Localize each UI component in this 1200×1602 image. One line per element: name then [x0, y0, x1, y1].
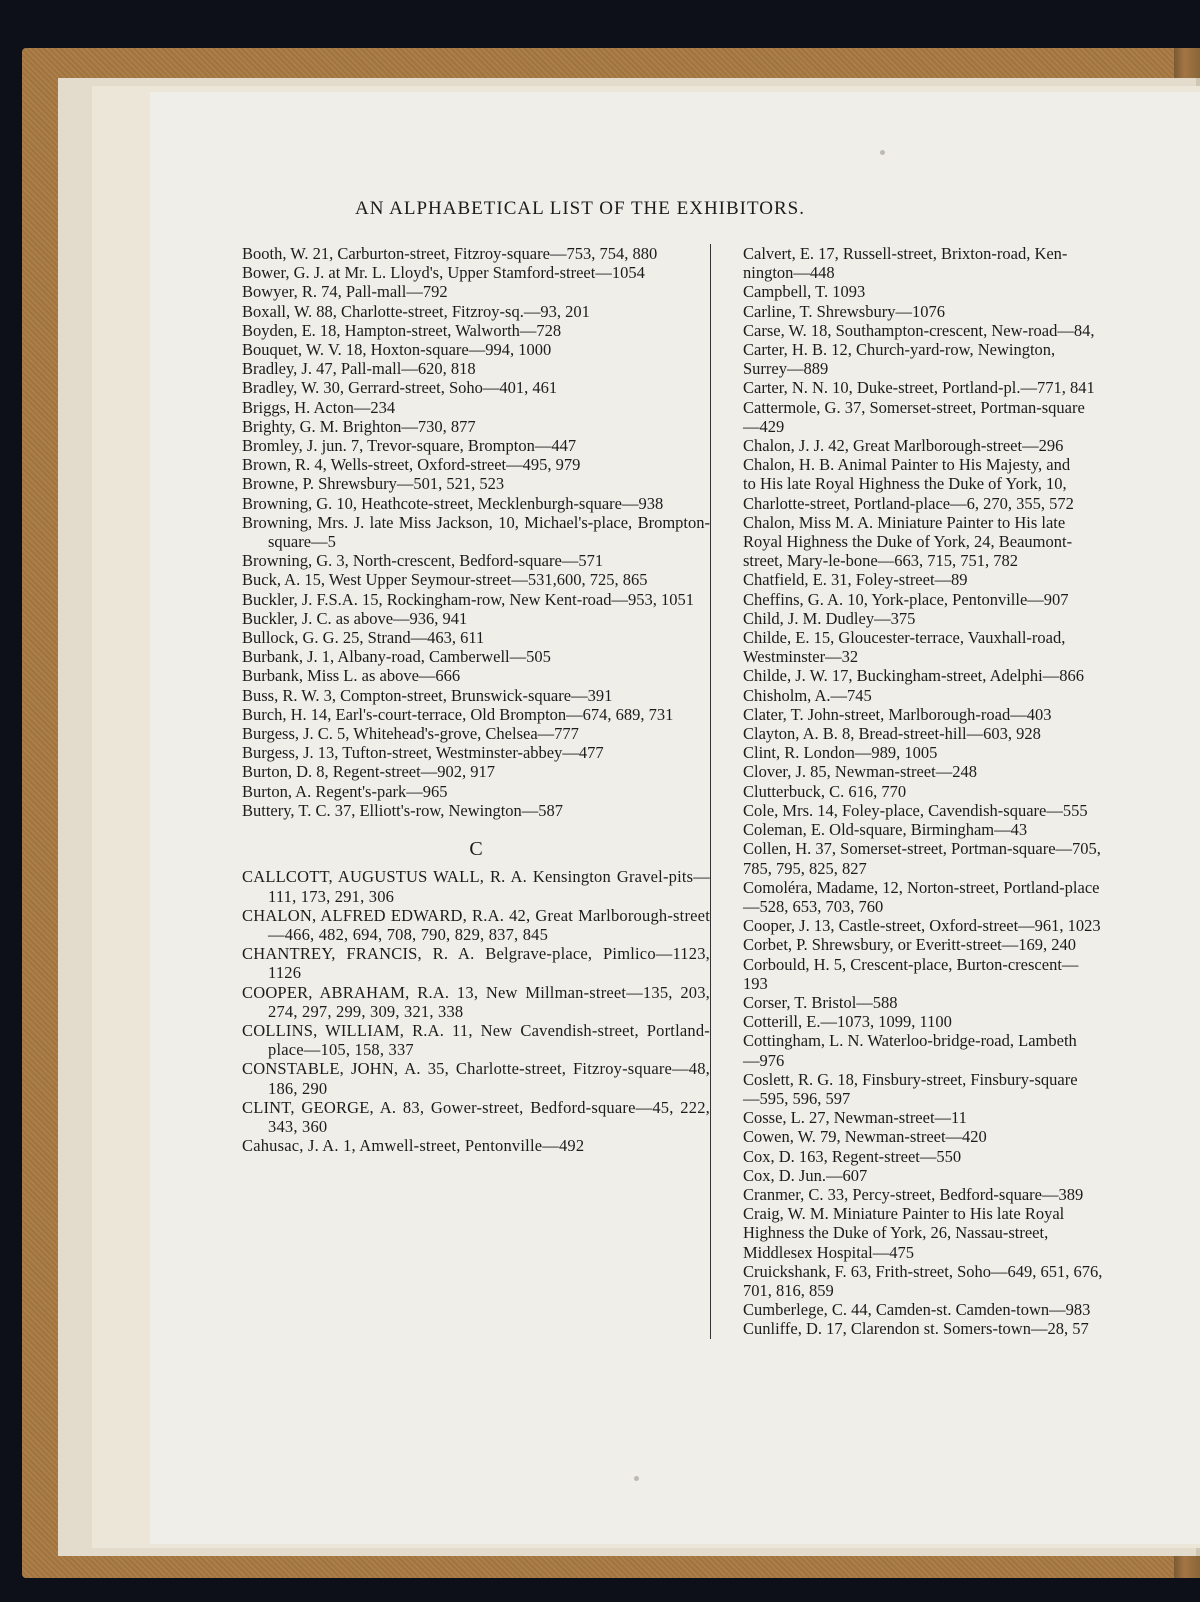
exhibitor-entry: CONSTABLE, JOHN, A. 35, Charlotte-street, Fitzroy-square—48, 186, 290: [242, 1059, 710, 1098]
exhibitor-entry: Buck, A. 15, West Upper Seymour-street—531,600, 725, 865: [242, 570, 648, 590]
exhibitor-entry: [717, 455, 1200, 513]
exhibitor-entry: Burton, D. 8, Regent-street—902, 917: [242, 762, 495, 782]
exhibitor-entry: Bower, G. J. at Mr. L. Lloyd's, Upper Stamford-street—1054: [242, 263, 645, 283]
exhibitor-entry: Browning, Mrs. J. late Miss Jackson, 10, Michael's-place, Brompton-square—5: [242, 512, 710, 552]
exhibitor-entry: [717, 743, 1200, 762]
entry-line: Coslett, R. G. 18, Finsbury-street, Finsbury-square: [743, 1069, 1078, 1089]
exhibitor-entry: [717, 782, 1200, 801]
entry-line: Clayton, A. B. 8, Bread-street-hill—603, 928: [743, 724, 1041, 744]
entry-line: Chalon, Miss M. A. Miniature Painter to His late: [743, 512, 1066, 532]
exhibitor-entry: [717, 609, 1200, 628]
exhibitor-entry: [717, 1070, 1200, 1108]
entry-line: Cruickshank, F. 63, Frith-street, Soho—649, 651, 676,: [743, 1261, 1103, 1281]
exhibitor-entry: Brighty, G. M. Brighton—730, 877: [242, 416, 476, 436]
exhibitor-entry: Bromley, J. jun. 7, Trevor-square, Brompton—447: [242, 436, 577, 456]
entry-continuation-line: —429: [743, 416, 785, 436]
entry-line: Clint, R. London—989, 1005: [743, 743, 938, 763]
exhibitor-entry: Burton, A. Regent's-park—965: [242, 781, 448, 801]
entry-line: Cumberlege, C. 44, Camden-st. Camden-town—983: [743, 1300, 1091, 1320]
entry-continuation-line: nington—448: [743, 263, 835, 283]
exhibitor-entry: [717, 724, 1200, 743]
exhibitor-entry: [717, 686, 1200, 705]
exhibitor-entry: Buss, R. W. 3, Compton-street, Brunswick-square—391: [242, 685, 613, 705]
exhibitor-entry: [717, 513, 1200, 571]
entry-continuation-line: —595, 596, 597: [743, 1088, 851, 1108]
entry-line: Cox, D. 163, Regent-street—550: [743, 1146, 962, 1166]
entry-line: Cheffins, G. A. 10, York-place, Pentonville—907: [743, 589, 1069, 609]
exhibitor-entry: Burgess, J. 13, Tufton-street, Westminster-abbey—477: [242, 743, 604, 763]
exhibitor-entry: COOPER, ABRAHAM, R.A. 13, New Millman-street—135, 203, 274, 297, 299, 309, 321, 338: [242, 982, 710, 1021]
entry-continuation-line: —528, 653, 703, 760: [743, 896, 884, 916]
entry-continuation-line: —976: [743, 1050, 785, 1070]
exhibitor-entry: Browning, G. 10, Heathcote-street, Mecklenburgh-square—938: [242, 493, 664, 513]
exhibitor-entry: [717, 993, 1200, 1012]
entry-continuation-line: Middlesex Hospital—475: [743, 1242, 914, 1262]
entry-line: Child, J. M. Dudley—375: [743, 608, 916, 628]
exhibitor-entry: Burch, H. 14, Earl's-court-terrace, Old Brompton—674, 689, 731: [242, 704, 674, 724]
exhibitor-entry: Buckler, J. F.S.A. 15, Rockingham-row, New Kent-road—953, 1051: [242, 589, 695, 609]
right-column: [710, 244, 1200, 1339]
exhibitor-entry: [717, 628, 1200, 666]
entry-continuation-line: street, Mary-le-bone—663, 715, 751, 782: [743, 551, 1018, 571]
book-page: [150, 92, 1200, 1544]
entry-line: Childe, J. W. 17, Buckingham-street, Adelphi—866: [743, 666, 1084, 686]
entry-line: Collen, H. 37, Somerset-street, Portman-square—705,: [743, 839, 1101, 859]
exhibitor-entry: [717, 1204, 1200, 1262]
entry-continuation-line: Charlotte-street, Portland-place—6, 270, 355, 572: [743, 493, 1074, 513]
exhibitor-entry: Burbank, J. 1, Albany-road, Camberwell—505: [242, 647, 551, 667]
exhibitor-entry: [717, 1319, 1200, 1338]
entry-line: Cunliffe, D. 17, Clarendon st. Somers-town—28, 57: [743, 1319, 1089, 1339]
entry-line: Chisholm, A.—745: [743, 685, 872, 705]
entry-continuation-line: 193: [743, 973, 768, 993]
entry-continuation-line: Highness the Duke of York, 26, Nassau-street,: [743, 1223, 1049, 1243]
entry-line: Chatfield, E. 31, Foley-street—89: [743, 570, 968, 590]
exhibitor-entry: [717, 1300, 1200, 1319]
entry-line: Clover, J. 85, Newman-street—248: [743, 762, 977, 782]
exhibitor-entry: Cahusac, J. A. 1, Amwell-street, Pentonville—492: [242, 1136, 585, 1156]
exhibitor-entry: [717, 935, 1200, 954]
exhibitor-entry: [717, 1031, 1200, 1069]
exhibitor-entry: [717, 244, 1200, 282]
exhibitor-entry: Browne, P. Shrewsbury—501, 521, 523: [242, 474, 505, 494]
exhibitor-entry: COLLINS, WILLIAM, R.A. 11, New Cavendish-street, Portland-place—105, 158, 337: [242, 1020, 710, 1060]
exhibitor-entry: CHANTREY, FRANCIS, R. A. Belgrave-place, Pimlico—1123, 1126: [242, 944, 710, 983]
entry-continuation-line: Westminster—32: [743, 647, 859, 667]
entry-line: Carter, H. B. 12, Church-yard-row, Newington,: [743, 340, 1056, 360]
exhibitor-entry: [717, 878, 1200, 916]
page-speck: [634, 1476, 639, 1481]
exhibitor-entry: [717, 705, 1200, 724]
entry-line: Cranmer, C. 33, Percy-street, Bedford-square—389: [743, 1184, 1084, 1204]
exhibitor-entry: [717, 801, 1200, 820]
entry-line: Corbould, H. 5, Crescent-place, Burton-crescent—: [743, 954, 1079, 974]
entry-line: Cox, D. Jun.—607: [743, 1165, 868, 1185]
exhibitor-entry: [717, 398, 1200, 436]
entry-line: Coleman, E. Old-square, Birmingham—43: [743, 820, 1028, 840]
page-speck: [880, 150, 885, 155]
exhibitor-entry: [717, 436, 1200, 455]
exhibitor-entry: [717, 1185, 1200, 1204]
entry-line: Comoléra, Madame, 12, Norton-street, Portland-place: [743, 877, 1100, 897]
exhibitor-entry: [717, 762, 1200, 781]
entry-line: Corbet, P. Shrewsbury, or Everitt-street—169, 240: [743, 935, 1077, 955]
exhibitor-entry: [717, 955, 1200, 993]
exhibitor-entry: Browning, G. 3, North-crescent, Bedford-square—571: [242, 551, 604, 571]
exhibitor-entry: Booth, W. 21, Carburton-street, Fitzroy-square—753, 754, 880: [242, 244, 658, 263]
exhibitor-entry: Bullock, G. G. 25, Strand—463, 611: [242, 628, 485, 648]
exhibitor-entry: [717, 378, 1200, 397]
entry-line: Childe, E. 15, Gloucester-terrace, Vauxhall-road,: [743, 628, 1066, 648]
entry-line: Cottingham, L. N. Waterloo-bridge-road, Lambeth: [743, 1031, 1077, 1051]
entry-continuation-line: Royal Highness the Duke of York, 24, Beaumont-: [743, 532, 1073, 552]
exhibitor-entry: Brown, R. 4, Wells-street, Oxford-street—495, 979: [242, 455, 581, 475]
exhibitor-entry: Briggs, H. Acton—234: [242, 397, 396, 417]
exhibitor-entry: [717, 340, 1200, 378]
exhibitor-entry: CHALON, ALFRED EDWARD, R.A. 42, Great Marlborough-street—466, 482, 694, 708, 790, 829, 837, 845: [242, 905, 710, 944]
exhibitor-entry: [717, 282, 1200, 301]
exhibitor-entry: Buttery, T. C. 37, Elliott's-row, Newington—587: [242, 800, 564, 820]
exhibitor-entry: CALLCOTT, AUGUSTUS WALL, R. A. Kensington Gravel-pits—111, 173, 291, 306: [242, 867, 710, 906]
entry-line: Cosse, L. 27, Newman-street—11: [743, 1108, 967, 1128]
entry-line: Carter, N. N. 10, Duke-street, Portland-pl.—771, 841: [743, 378, 1095, 398]
entry-line: Carline, T. Shrewsbury—1076: [743, 301, 945, 321]
exhibitor-entry: [717, 916, 1200, 935]
exhibitor-entry: [717, 666, 1200, 685]
exhibitor-entry: CLINT, GEORGE, A. 83, Gower-street, Bedford-square—45, 222, 343, 360: [242, 1097, 710, 1136]
exhibitor-entry: [717, 302, 1200, 321]
entry-line: Cotterill, E.—1073, 1099, 1100: [743, 1012, 952, 1032]
entry-line: Corser, T. Bristol—588: [743, 992, 898, 1012]
exhibitor-entry: Buckler, J. C. as above—936, 941: [242, 608, 468, 628]
exhibitor-entry: Boyden, E. 18, Hampton-street, Walworth—728: [242, 320, 562, 340]
exhibitor-entry: Burbank, Miss L. as above—666: [242, 666, 461, 686]
exhibitor-entry: [717, 590, 1200, 609]
exhibitor-entry: [717, 570, 1200, 589]
entry-continuation-line: 785, 795, 825, 827: [743, 858, 867, 878]
entry-continuation-line: Surrey—889: [743, 359, 829, 379]
exhibitor-entry: Bouquet, W. V. 18, Hoxton-square—994, 1000: [242, 340, 552, 360]
entry-line: Calvert, E. 17, Russell-street, Brixton-road, Ken-: [743, 244, 1068, 263]
entry-line: Craig, W. M. Miniature Painter to His late Royal: [743, 1204, 1065, 1224]
entry-continuation-line: 701, 816, 859: [743, 1280, 834, 1300]
entry-line: Clater, T. John-street, Marlborough-road—403: [743, 704, 1052, 724]
page-heading: AN ALPHABETICAL LIST OF THE EXHIBITORS.: [355, 198, 805, 219]
entry-line: Chalon, J. J. 42, Great Marlborough-street—296: [743, 436, 1064, 456]
exhibitor-entry: Bowyer, R. 74, Pall-mall—792: [242, 282, 448, 302]
exhibitor-entry: [717, 839, 1200, 877]
entry-line: Carse, W. 18, Southampton-crescent, New-road—84,: [743, 320, 1095, 340]
exhibitor-entry: [717, 1127, 1200, 1146]
left-b-entries: [242, 244, 710, 820]
exhibitor-entry: Burgess, J. C. 5, Whitehead's-grove, Chelsea—777: [242, 724, 579, 744]
exhibitor-entry: [717, 1147, 1200, 1166]
exhibitor-entry: [717, 1108, 1200, 1127]
entry-line: Clutterbuck, C. 616, 770: [743, 781, 907, 801]
entry-continuation-line: to His late Royal Highness the Duke of York, 10,: [743, 474, 1067, 494]
left-c-entries: [242, 867, 710, 1155]
exhibitor-entry: [717, 321, 1200, 340]
exhibitor-entry: Bradley, J. 47, Pall-mall—620, 818: [242, 359, 476, 379]
exhibitor-entry: [717, 820, 1200, 839]
exhibitor-entry: [717, 1262, 1200, 1300]
entry-line: Cole, Mrs. 14, Foley-place, Cavendish-square—555: [743, 800, 1088, 820]
entry-line: Campbell, T. 1093: [743, 282, 866, 302]
entry-line: Cooper, J. 13, Castle-street, Oxford-street—961, 1023: [743, 916, 1101, 936]
left-column: [242, 244, 710, 1155]
entry-line: Cattermole, G. 37, Somerset-street, Portman-square: [743, 397, 1085, 417]
section-letter-c: C: [469, 838, 483, 861]
exhibitor-entry: Bradley, W. 30, Gerrard-street, Soho—401, 461: [242, 378, 558, 398]
entry-line: Chalon, H. B. Animal Painter to His Majesty, and: [743, 455, 1071, 475]
exhibitor-entry: [717, 1012, 1200, 1031]
exhibitor-entry: [717, 1166, 1200, 1185]
entry-line: Cowen, W. 79, Newman-street—420: [743, 1127, 987, 1147]
exhibitor-entry: Boxall, W. 88, Charlotte-street, Fitzroy-sq.—93, 201: [242, 301, 590, 321]
